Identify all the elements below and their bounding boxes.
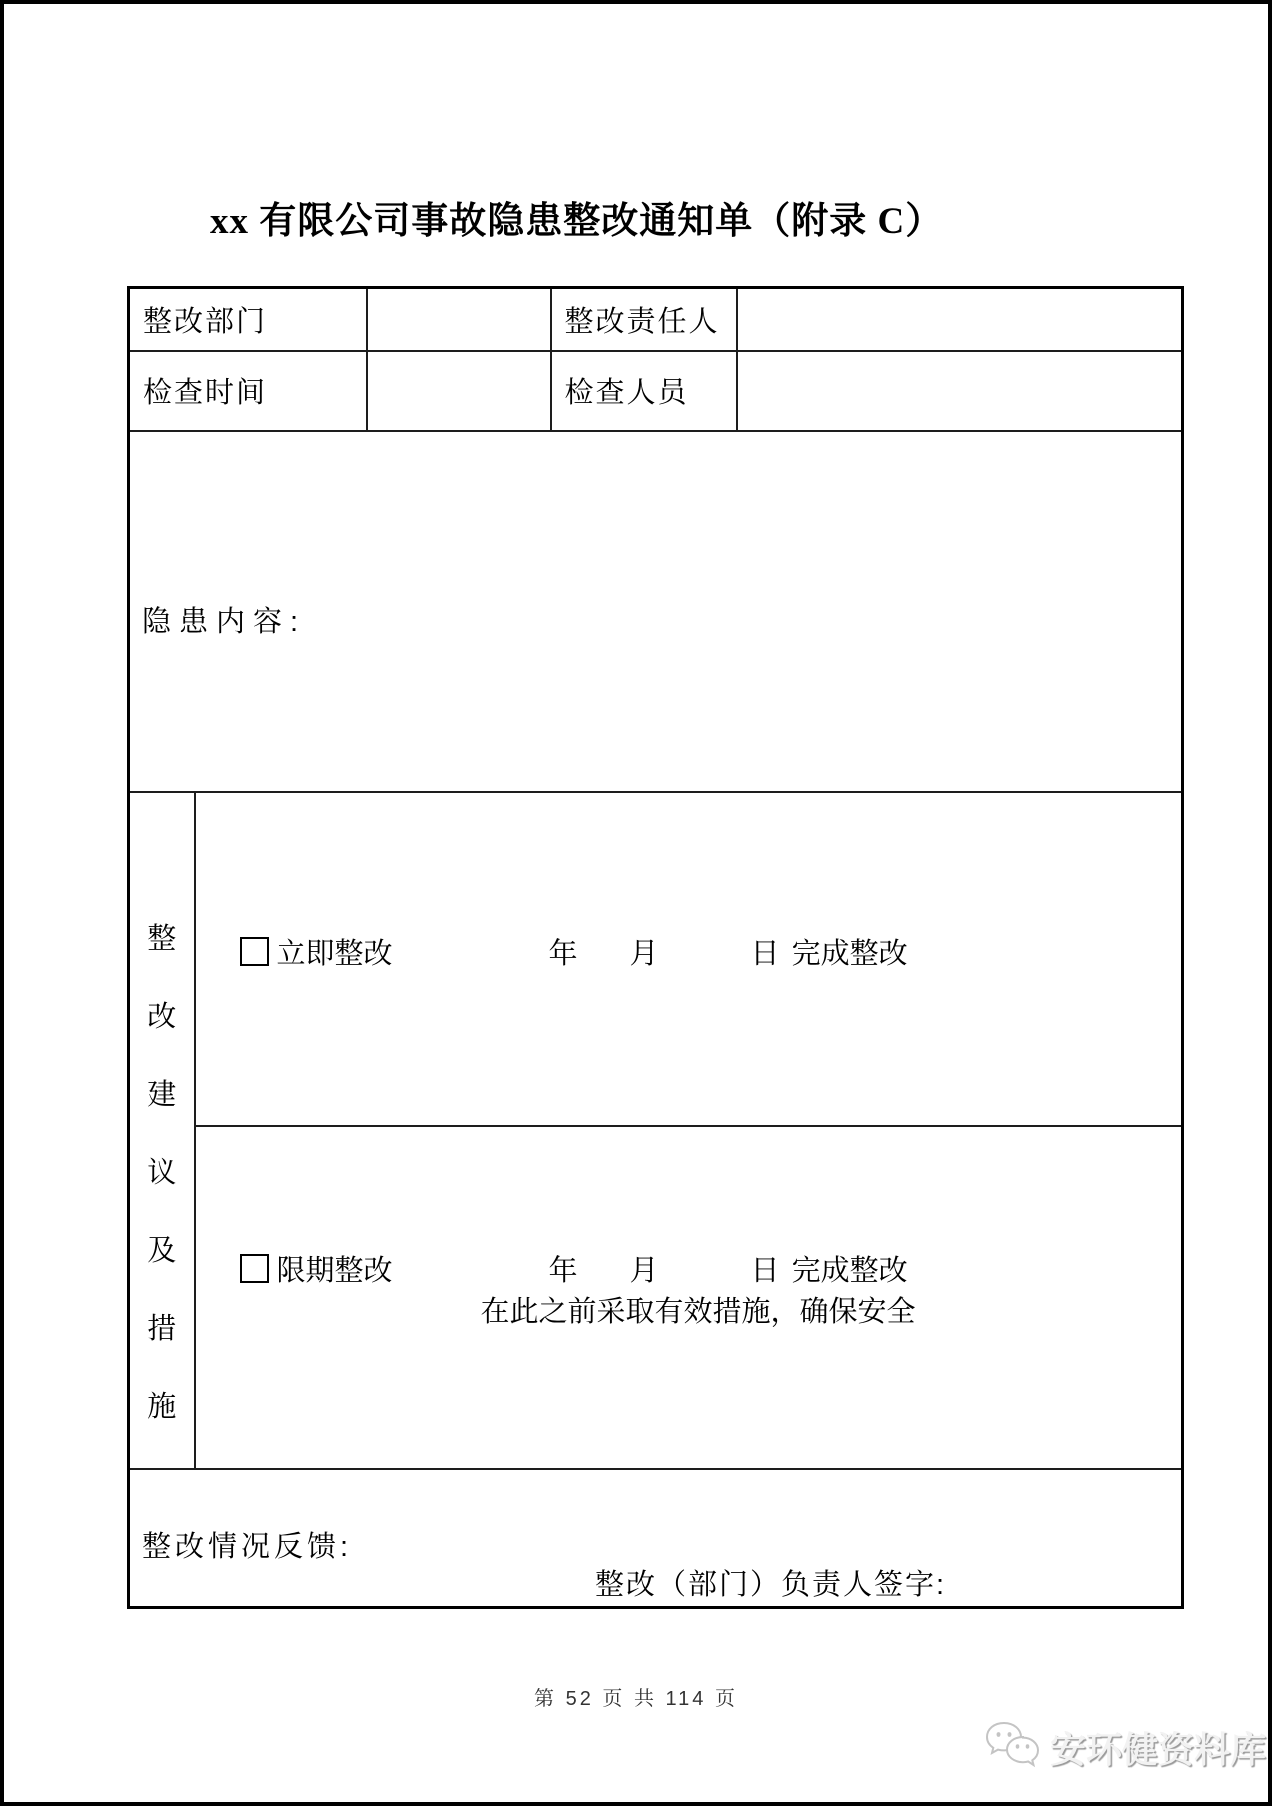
signature-label: 整改（部门）负责人签字: <box>595 1568 947 1601</box>
immediate-rectify-line <box>196 931 1182 986</box>
side-label-char: 整 <box>147 922 177 955</box>
side-label-char: 议 <box>147 1156 177 1189</box>
year-label: 年 <box>548 1255 578 1287</box>
side-label-char: 建 <box>147 1078 177 1111</box>
hazard-content-cell <box>129 431 1183 792</box>
inspector-label: 检查人员 <box>564 377 689 409</box>
hazard-content-label: 隐患内容: <box>142 605 307 638</box>
watermark <box>982 1720 1266 1774</box>
chat-bubbles-icon <box>982 1720 1044 1774</box>
deadline-rectify-cell <box>195 1126 1183 1469</box>
side-label-char: 改 <box>147 1000 177 1033</box>
table-row <box>129 1469 1183 1608</box>
year-label: 年 <box>548 938 578 970</box>
inspect-time-value-cell <box>367 351 551 431</box>
rectify-side-label <box>130 836 194 1425</box>
responsible-value-cell <box>737 288 1183 351</box>
feedback-cell <box>129 1469 1183 1608</box>
dept-label: 整改部门 <box>143 305 268 338</box>
table-row <box>129 792 1183 1126</box>
watermark-text: 安环健资料库 <box>1050 1728 1267 1770</box>
immediate-checkbox[interactable] <box>240 937 269 966</box>
complete-label: 完成整改 <box>791 1255 908 1287</box>
table-row <box>129 288 1183 351</box>
day-label: 日 <box>750 938 780 970</box>
dept-value-cell <box>367 288 551 351</box>
responsible-label: 整改责任人 <box>564 305 720 338</box>
month-label: 月 <box>629 938 659 970</box>
deadline-label: 限期整改 <box>276 1255 393 1287</box>
table-row <box>129 431 1183 792</box>
side-label-char: 施 <box>147 1390 177 1423</box>
deadline-note: 在此之前采取有效措施，确保安全 <box>480 1296 916 1328</box>
page-title: xx 有限公司事故隐患整改通知单（附录 C） <box>210 201 944 242</box>
side-label-char: 及 <box>147 1234 177 1267</box>
table-row <box>129 351 1183 431</box>
feedback-label: 整改情况反馈: <box>142 1531 353 1564</box>
inspect-time-label-cell <box>129 351 367 431</box>
rectification-notice-table <box>127 286 1184 1609</box>
inspector-value-cell <box>737 351 1183 431</box>
table-row <box>129 1126 1183 1469</box>
complete-label: 完成整改 <box>791 938 908 970</box>
deadline-rectify-line <box>196 1248 1182 1289</box>
responsible-label-cell <box>551 288 737 351</box>
page-number: 第 52 页 共 114 页 <box>534 1688 738 1710</box>
deadline-checkbox[interactable] <box>240 1254 269 1283</box>
immediate-rectify-cell <box>195 792 1183 1126</box>
inspector-label-cell <box>551 351 737 431</box>
immediate-label: 立即整改 <box>276 938 393 970</box>
inspect-time-label: 检查时间 <box>143 377 268 409</box>
day-label: 日 <box>750 1255 780 1287</box>
rectify-side-label-cell <box>129 792 195 1469</box>
side-label-char: 措 <box>147 1312 177 1345</box>
month-label: 月 <box>629 1255 659 1287</box>
dept-label-cell <box>129 288 367 351</box>
